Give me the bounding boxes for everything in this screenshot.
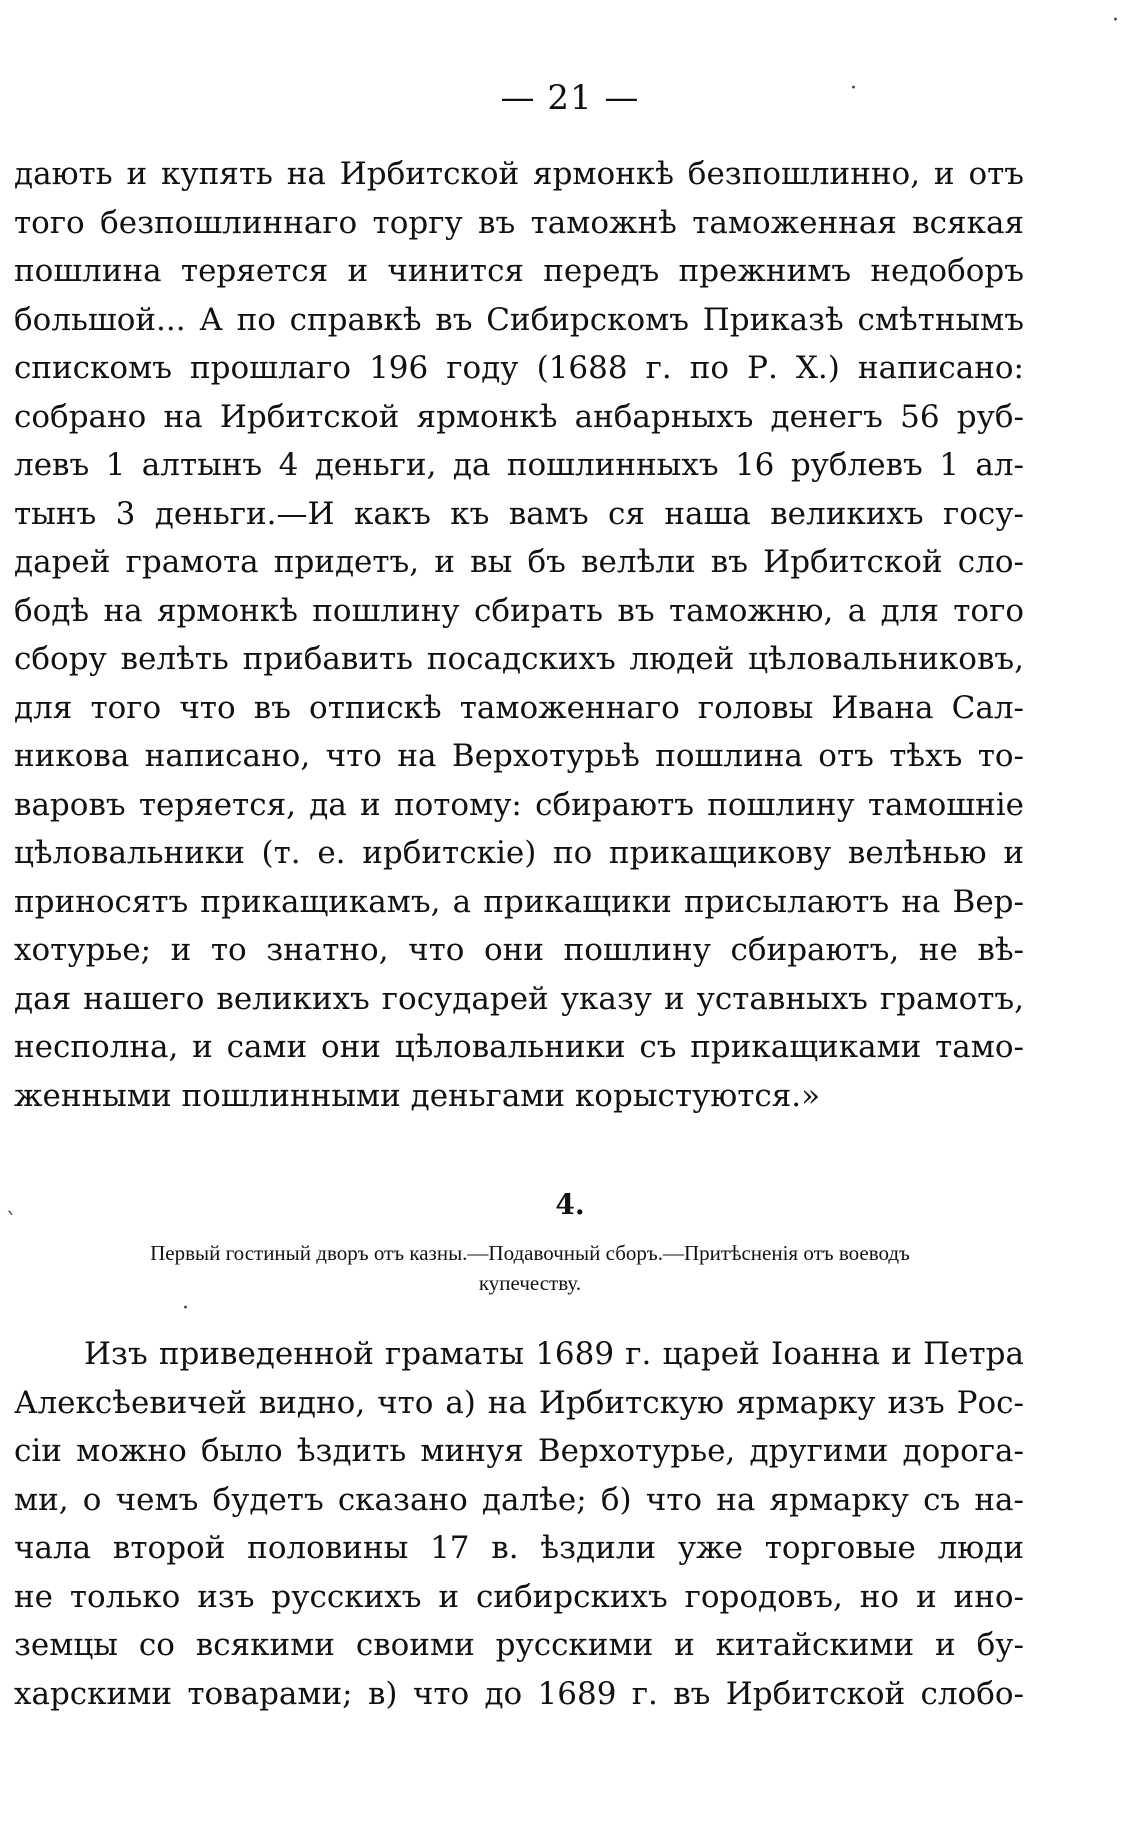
text-line: чала второй половины 17 в. ѣздили уже торговые люди [14, 1530, 1024, 1566]
text-line: приносятъ прикащикамъ, а прикащики присылаютъ на Вер- [14, 883, 1024, 920]
text-line: ми, о чемъ будетъ сказано далѣе; б) что на ярмарку съ на- [14, 1481, 1024, 1518]
section-number: 4. [555, 1188, 585, 1221]
text-line: дарей грамота придетъ, и вы бъ велѣли въ Ирбитской сло- [14, 544, 1024, 580]
text-line: сіи можно было ѣздить минуя Верхотурье, другими дорога- [14, 1433, 1024, 1469]
text-line: харскими товарами; в) что до 1689 г. въ Ирбитской слобо- [14, 1675, 1024, 1712]
text-line: не только изъ русскихъ и сибирскихъ городовъ, но и ино- [14, 1578, 1024, 1615]
text-line: левъ 1 алтынъ 4 деньги, да пошлинныхъ 16 рублевъ 1 ал- [14, 447, 1024, 483]
paragraph-2 [14, 1330, 1024, 1718]
scan-speck: · [850, 76, 857, 101]
paragraph-1 [14, 150, 1024, 1120]
text-line: собрано на Ирбитской ярмонкѣ анбарныхъ денегъ 56 руб- [14, 398, 1024, 435]
text-line: пошлина теряется и чинится передъ прежнимъ недоборъ [14, 253, 1024, 289]
text-line: сбору велѣть прибавить посадскихъ людей цѣловальниковъ, [14, 641, 1024, 677]
text-line: варовъ теряется, да и потому: сбираютъ пошлину тамошніе [14, 786, 1024, 823]
scan-speck: · [1112, 8, 1119, 33]
text-line: спискомъ прошлаго 196 году (1688 г. по Р. Х.) написано: [14, 350, 1024, 386]
text-line: дають и купять на Ирбитской ярмонкѣ безпошлинно, и отъ [14, 156, 1024, 192]
text-line: Изъ приведенной граматы 1689 г. царей Іоанна и Петра [84, 1336, 1024, 1372]
text-line: тынъ 3 деньги.—И какъ къ вамъ ся наша великихъ госу- [14, 495, 1024, 532]
text-line: бодѣ на ярмонкѣ пошлину сбирать въ таможню, а для того [14, 592, 1024, 629]
text-line: цѣловальники (т. е. ирбитскіе) по прикащикову велѣнью и [14, 835, 1024, 871]
text-line: большой... А по справкѣ въ Сибирскомъ Приказѣ смѣтнымъ [14, 301, 1024, 338]
text-line: несполна, и сами они цѣловальники съ прикащиками тамо- [14, 1029, 1024, 1065]
section-heading [30, 1238, 1030, 1298]
text-line: женными пошлинными деньгами корыстуются.» [14, 1077, 821, 1114]
text-line: дая нашего великихъ государей указу и уставныхъ грамотъ, [14, 980, 1024, 1017]
section-heading-line: Первый гостиный дворъ отъ казны.—Подавочный сборъ.—Притѣсненія отъ воеводъ [150, 1241, 910, 1265]
page-number: — 21 — [500, 78, 640, 118]
scan-speck: · [182, 1296, 189, 1321]
text-line: никова написано, что на Верхотурьѣ пошлина отъ тѣхъ то- [14, 738, 1024, 774]
text-line: Алексѣевичей видно, что а) на Ирбитскую ярмарку изъ Рос- [14, 1384, 1024, 1421]
text-line: земцы со всякими своими русскими и китайскими и бу- [14, 1627, 1024, 1663]
text-line: того безпошлиннаго торгу въ таможнѣ таможенная всякая [14, 204, 1024, 241]
section-heading-line: купечеству. [478, 1271, 582, 1295]
text-line: хотурье; и то знатно, что они пошлину сбираютъ, не вѣ- [14, 932, 1024, 968]
text-line: для того что въ отпискѣ таможеннаго головы Ивана Сал- [14, 689, 1024, 726]
scan-speck: ˋ [6, 1210, 17, 1235]
